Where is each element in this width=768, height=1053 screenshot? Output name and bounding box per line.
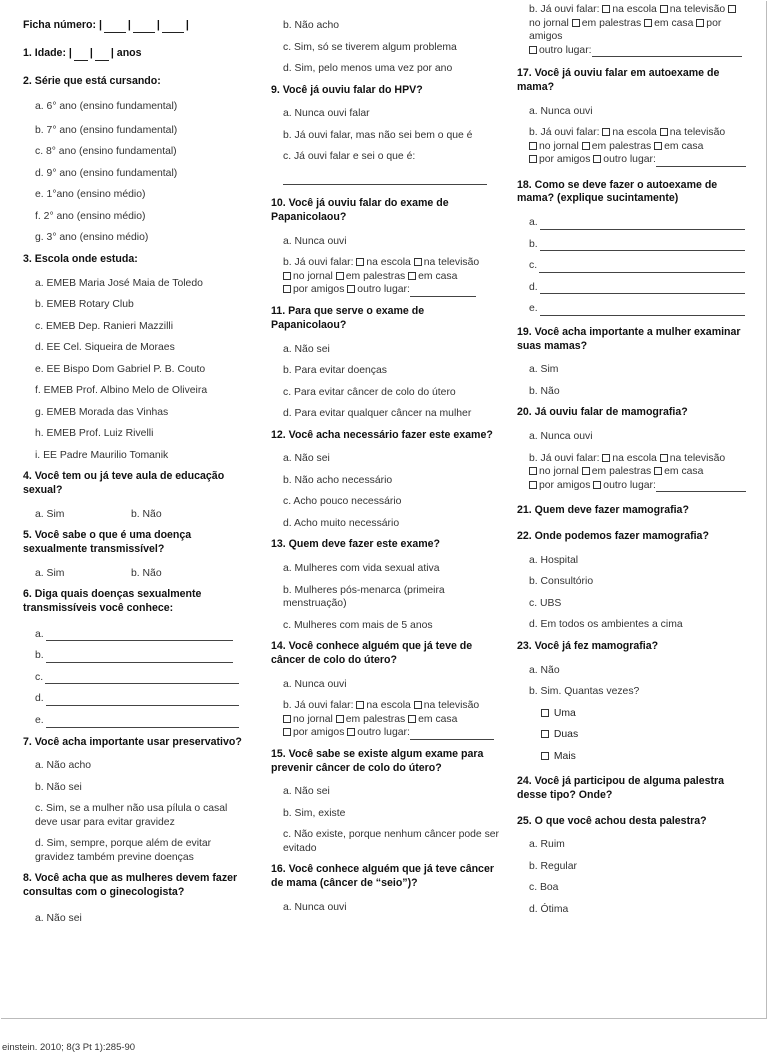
q21-title: 21. Quem deve fazer mamografia? [517,504,689,517]
q18-line-d[interactable]: d. [517,281,745,295]
q20-option-a[interactable]: a. Nunca ouvi [529,431,593,443]
q9-option-b[interactable]: b. Já ouvi falar, mas não sei bem o que é [283,129,473,141]
q2-option-d[interactable]: d. 9° ano (ensino fundamental) [35,167,178,179]
q24-title: 24. Você já participou de alguma palestra desse tipo? Onde? [517,775,725,801]
q13-option-c[interactable]: c. Mulheres com mais de 5 anos [283,619,433,631]
q10-checkbox-televisao[interactable] [414,258,422,266]
q12-option-b[interactable]: b. Não acho necessário [283,474,393,486]
q22-title: 22. Onde podemos fazer mamografia? [517,529,709,542]
q2-option-f[interactable]: f. 2° ano (ensino médio) [35,210,146,222]
q12-option-a[interactable]: a. Não sei [283,453,330,465]
q23-sub-duas[interactable]: Duas [517,728,749,742]
q3-option-e[interactable]: e. EE Bispo Dom Gabriel P. B. Couto [35,363,206,375]
q2-option-a[interactable]: a. 6° ano (ensino fundamental) [35,101,178,113]
q2-option-c[interactable]: c. 8° ano (ensino fundamental) [35,146,177,158]
q25-option-b[interactable]: b. Regular [529,860,577,872]
q25-option-a[interactable]: a. Ruim [529,839,565,851]
q19-option-a[interactable]: a. Sim [529,364,559,376]
q10-outro-line[interactable] [410,286,476,297]
q11-option-a[interactable]: a. Não sei [283,343,330,355]
q15-option-a[interactable]: a. Não sei [283,786,330,798]
column-3 [517,3,749,916]
q7-option-c[interactable]: c. Sim, se a mulher não usa pílula o casal deve usar para evitar gravidez [35,803,228,828]
q14-checkbox-jornal[interactable] [283,715,291,723]
q6-line-e[interactable]: e. [23,714,239,728]
q18-line-a[interactable]: a. [517,216,745,230]
column-2 [271,19,501,914]
q17-outro-line[interactable] [656,156,746,167]
q13-title: 13. Quem deve fazer este exame? [271,538,441,551]
q3-option-c[interactable]: c. EMEB Dep. Ranieri Mazzilli [35,320,174,332]
q20-checkbox-amigos[interactable] [529,481,537,489]
q7-option-d[interactable]: d. Sim, sempre, porque além de evitar gravidez também previne doenças [35,838,212,863]
q20-outro-line[interactable] [656,481,746,492]
q7-option-b[interactable]: b. Não sei [35,781,82,793]
q17-option-a[interactable]: a. Nunca ouvi [529,105,593,117]
idade-blank-2[interactable] [95,50,109,61]
q17-checkbox-casa[interactable] [654,142,662,150]
q18-line-b[interactable]: b. [517,238,745,252]
q25-option-c[interactable]: c. Boa [529,882,559,894]
q4-option-a[interactable]: a. Sim [35,508,65,520]
ficha-field: Ficha número: | | | | [23,19,189,31]
q16-outro-line[interactable] [592,46,742,57]
q23-title: 23. Você já fez mamografia? [517,639,659,652]
q8-option-a[interactable]: a. Não sei [35,912,82,924]
q10-checkbox-amigos[interactable] [283,285,291,293]
q14-option-b: b. Já ouvi falar: na escola na televisão no jornal em palestras em casa por amigos outro lugar: [271,699,501,740]
q23-sub-uma[interactable]: Uma [517,707,749,721]
q15-option-b[interactable]: b. Sim, existe [283,807,346,819]
column-1 [23,19,248,925]
q6-line-b[interactable]: b. [23,649,233,663]
q14-checkbox-casa[interactable] [408,715,416,723]
q8-option-c[interactable]: c. Sim, só se tiverem algum problema [283,41,457,53]
q18-line-e[interactable]: e. [517,302,745,316]
q22-option-d[interactable]: d. Em todos os ambientes a cima [529,619,683,631]
q10-option-a[interactable]: a. Nunca ouvi [283,235,347,247]
q4-title: 4. Você tem ou já teve aula de educação sexual? [23,470,225,497]
q17-checkbox-televisao[interactable] [660,128,668,136]
q25-title: 25. O que você achou desta palestra? [517,814,707,827]
q22-option-c[interactable]: c. UBS [529,597,562,609]
q3-option-b[interactable]: b. EMEB Rotary Club [35,299,134,311]
q12-option-d[interactable]: d. Acho muito necessário [283,517,400,529]
q4-option-b[interactable]: b. Não [131,508,162,520]
q25-option-d[interactable]: d. Ótima [529,903,569,915]
q11-option-b[interactable]: b. Para evitar doenças [283,365,387,377]
q18-title: 18. Como se deve fazer o autoexame de mama? (explique sucintamente) [517,178,718,205]
q16-title: 16. Você conhece alguém que já teve câncer de mama (câncer de “seio”)? [271,863,494,890]
q14-checkbox-amigos[interactable] [283,728,291,736]
ficha-label: Ficha número: [23,19,96,31]
q20-checkbox-casa[interactable] [654,467,662,475]
q18-line-c[interactable]: c. [517,259,745,273]
q11-option-d[interactable]: d. Para evitar qualquer câncer na mulher [283,408,472,420]
q17-checkbox-palestras[interactable] [582,142,590,150]
ficha-blank-3[interactable] [162,22,184,33]
q23-checkbox-uma[interactable] [541,709,549,717]
q11-title: 11. Para que serve o exame de Papanicolaou? [271,304,425,331]
idade-unit: anos [116,46,142,59]
q20-option-b: b. Já ouvi falar: na escola na televisão no jornal em palestras em casa por amigos outro lugar: [517,452,749,493]
q16-checkbox-jornal[interactable] [728,5,736,13]
q23-checkbox-mais[interactable] [541,752,549,760]
q17-checkbox-amigos[interactable] [529,155,537,163]
q3-title: 3. Escola onde estuda: [23,252,138,265]
q14-checkbox-palestras[interactable] [336,715,344,723]
q6-line-d[interactable]: d. [23,692,239,706]
q23-sub-mais[interactable]: Mais [517,750,749,764]
q20-checkbox-televisao[interactable] [660,454,668,462]
q14-title: 14. Você conhece alguém que já teve de câncer de colo do útero? [271,640,473,666]
q16-option-b: b. Já ouvi falar: na escola na televisão no jornal em palestras em casa por amigos outro lugar: [517,3,749,57]
q3-option-i[interactable]: i. EE Padre Maurilio Tomanik [35,449,169,461]
q7-title: 7. Você acha importante usar preservativo? [23,735,242,748]
q15-title: 15. Você sabe se existe algum exame para prevenir câncer de colo do útero? [271,747,484,774]
q16-checkbox-outro[interactable] [529,46,537,54]
q16-option-a[interactable]: a. Nunca ouvi [283,901,347,913]
idade-field: 1. Idade: | | | anos [23,46,142,59]
q5-options [23,567,248,581]
q13-option-b[interactable]: b. Mulheres pós-menarca (primeira menstruação) [283,584,445,610]
q16-checkbox-casa[interactable] [644,19,652,27]
q14-option-a[interactable]: a. Nunca ouvi [283,678,347,690]
q12-option-c[interactable]: c. Acho pouco necessário [283,496,402,508]
q14-outro-line[interactable] [410,729,494,740]
q2-title: 2. Série que está cursando: [23,74,161,87]
q5-option-a[interactable]: a. Sim [35,567,65,579]
q3-option-f[interactable]: f. EMEB Prof. Albino Melo de Oliveira [35,385,208,397]
ficha-blank-1[interactable] [104,22,126,33]
q15-option-c[interactable]: c. Não existe, porque nenhum câncer pode ser evitado [283,829,500,854]
q8-option-b[interactable]: b. Não acho [283,20,340,31]
q10-checkbox-jornal[interactable] [283,272,291,280]
q13-option-a[interactable]: a. Mulheres com vida sexual ativa [283,563,440,575]
q22-option-b[interactable]: b. Consultório [529,576,594,588]
q11-option-c[interactable]: c. Para evitar câncer de colo do útero [283,386,456,398]
q10-option-b: b. Já ouvi falar: na escola na televisão no jornal em palestras em casa por amigos outro lugar: [283,257,480,296]
q20-checkbox-escola[interactable] [602,454,610,462]
q5-title: 5. Você sabe o que é uma doença sexualmente transmissível? [23,529,192,556]
q23-option-b[interactable]: b. Sim. Quantas vezes? [529,686,640,698]
q17-checkbox-escola[interactable] [602,128,610,136]
q12-title: 12. Você acha necessário fazer este exame? [271,428,493,441]
q3-option-h[interactable]: h. EMEB Prof. Luiz Rivelli [35,428,154,440]
ficha-blank-2[interactable] [133,22,155,33]
q19-option-b[interactable]: b. Não [529,385,560,397]
q14-checkbox-escola[interactable] [356,701,364,709]
q2-option-g[interactable]: g. 3° ano (ensino médio) [35,232,149,244]
q9-option-a[interactable]: a. Nunca ouvi falar [283,108,370,120]
q16-checkbox-televisao[interactable] [660,5,668,13]
q2-option-b[interactable]: b. 7° ano (ensino fundamental) [35,124,178,136]
q14-checkbox-televisao[interactable] [414,701,422,709]
idade-blank-1[interactable] [74,50,88,61]
q23-option-a[interactable]: a. Não [529,664,560,676]
q17-title: 17. Você já ouviu falar em autoexame de mama? [517,67,720,93]
q8-title: 8. Você acha que as mulheres devem fazer consultas com o ginecologista? [23,872,238,899]
q5-option-b[interactable]: b. Não [131,567,162,579]
q4-options [23,508,248,522]
q3-option-a[interactable]: a. EMEB Maria José Maia de Toledo [35,277,203,289]
q2-option-e[interactable]: e. 1°ano (ensino médio) [35,189,146,201]
q17-checkbox-jornal[interactable] [529,142,537,150]
q3-option-g[interactable]: g. EMEB Morada das Vinhas [35,406,169,418]
q23-checkbox-duas[interactable] [541,730,549,738]
q16-checkbox-escola[interactable] [602,5,610,13]
q22-option-a[interactable]: a. Hospital [529,554,579,566]
q9-option-c[interactable]: c. Já ouvi falar e sei o que é: [283,151,416,163]
q17-option-b: b. Já ouvi falar: na escola na televisão no jornal em palestras em casa por amigos outro lugar: [517,126,749,167]
q8-option-d[interactable]: d. Sim, pelo menos uma vez por ano [283,63,453,75]
q10-checkbox-palestras[interactable] [336,272,344,280]
q16-checkbox-palestras[interactable] [572,19,580,27]
q9-title: 9. Você já ouviu falar do HPV? [271,83,423,96]
q3-option-d[interactable]: d. EE Cel. Siqueira de Moraes [35,342,175,354]
q16-checkbox-amigos[interactable] [696,19,704,27]
q6-title: 6. Diga quais doenças sexualmente transmissíveis você conhece: [23,588,202,615]
q19-title: 19. Você acha importante a mulher examinar suas mamas? [517,325,741,352]
q14-checkbox-outro[interactable] [347,728,355,736]
citation-footer: einstein. 2010; 8(3 Pt 1):285-90 [2,1042,136,1053]
q9-answer-line[interactable] [271,172,501,186]
q6-line-c[interactable]: c. [23,671,239,685]
q17-checkbox-outro[interactable] [593,155,601,163]
questionnaire-page [1,1,767,1019]
q7-option-a[interactable]: a. Não acho [35,760,92,772]
q20-title: 20. Já ouviu falar de mamografia? [517,406,688,419]
q10-checkbox-casa[interactable] [408,272,416,280]
q10-checkbox-escola[interactable] [356,258,364,266]
q20-checkbox-palestras[interactable] [582,467,590,475]
q20-checkbox-outro[interactable] [593,481,601,489]
q20-checkbox-jornal[interactable] [529,467,537,475]
q6-line-a[interactable]: a. [23,628,233,642]
q10-checkbox-outro[interactable] [347,285,355,293]
idade-label: 1. Idade: [23,46,66,59]
q10-title: 10. Você já ouviu falar do exame de Papanicolaou? [271,197,449,224]
